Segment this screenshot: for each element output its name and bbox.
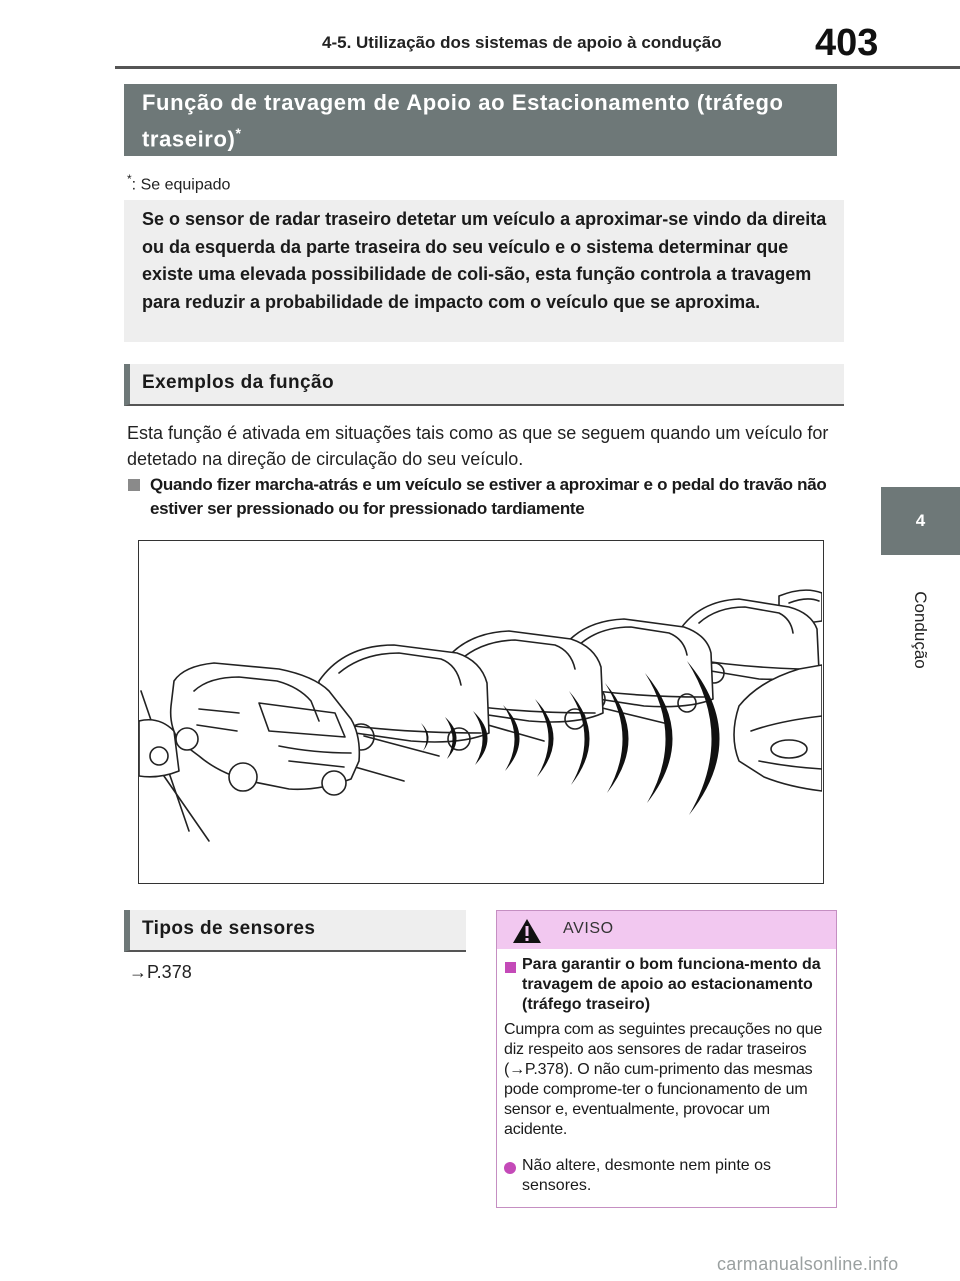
footnote-marker: * bbox=[127, 172, 132, 186]
footnote-text: : Se equipado bbox=[131, 176, 231, 194]
warning-round-bullet-icon bbox=[504, 1162, 516, 1174]
header-divider bbox=[115, 66, 960, 69]
section-heading-sensors: Tipos de sensores bbox=[142, 918, 316, 939]
warning-bold-item: Para garantir o bom funciona-mento da travagem de apoio ao estacionamento (tráfego traseiro) bbox=[522, 956, 821, 1013]
warning-square-bullet-icon bbox=[505, 962, 516, 973]
parking-illustration bbox=[138, 540, 824, 884]
chapter-label: Condução bbox=[911, 591, 930, 669]
page-number: 403 bbox=[815, 22, 879, 64]
section-title: 4-5. Utilização dos sistemas de apoio à condução bbox=[322, 33, 722, 52]
approaching-car bbox=[734, 665, 822, 791]
intro-text: Se o sensor de radar traseiro detetar um veículo a aproximar-se vindo da direita ou da esquerda da parte traseira do seu veículo e o sistema determinar que existe uma elevada possibilidade de coli-são, esta função controla a travagem para reduzir a probabilidade de impacto com o veículo que se aproxima. bbox=[142, 209, 827, 312]
title-footnote-marker: * bbox=[235, 125, 242, 141]
examples-body-text: Esta função é ativada em situações tais como as que se seguem quando um veículo for detetado na direção de circulação do seu veículo. bbox=[127, 423, 829, 469]
warning-body-text: Cumpra com as seguintes precauções no que diz respeito aos sensores de radar traseiros (→P.378). O não cum-primento das mesmas pode comprome-ter o funcionamento de um sensor e, eventualmente, provocar um acidente. bbox=[504, 1021, 823, 1138]
parking-scene-drawing bbox=[139, 541, 822, 882]
section-heading-examples: Exemplos da função bbox=[142, 372, 334, 393]
watermark: carmanualsonline.info bbox=[717, 1254, 899, 1274]
chapter-label-container bbox=[865, 575, 960, 685]
warning-triangle-icon bbox=[512, 918, 542, 944]
page-title-text: Função de travagem de Apoio ao Estacionamento (tráfego traseiro) bbox=[142, 90, 784, 152]
square-bullet-icon bbox=[128, 479, 140, 491]
warning-title: AVISO bbox=[563, 920, 614, 937]
page-title bbox=[142, 88, 822, 154]
warning-dot-item: Não altere, desmonte nem pinte os sensores. bbox=[522, 1157, 772, 1194]
chapter-number: 4 bbox=[915, 511, 926, 530]
examples-bullet-text: Quando fizer marcha-atrás e um veículo se estiver a aproximar e o pedal do travão não estiver ser pressionado ou for pressionado tardiamente bbox=[150, 475, 827, 518]
footnote bbox=[127, 172, 230, 194]
page-reference[interactable]: →P.378 bbox=[129, 962, 192, 982]
warning-header bbox=[497, 911, 836, 949]
